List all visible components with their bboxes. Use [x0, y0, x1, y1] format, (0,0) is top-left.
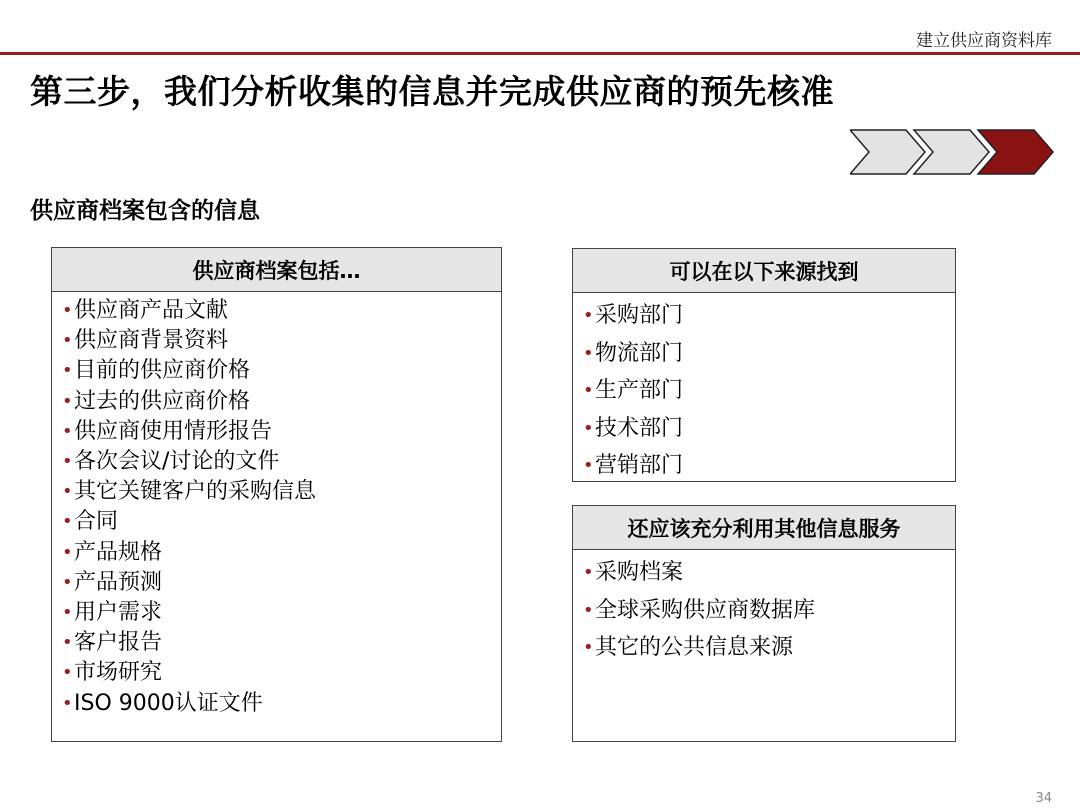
- page-title: 第三步，我们分析收集的信息并完成供应商的预先核准: [30, 72, 834, 111]
- list-item: • 物流部门: [573, 335, 955, 373]
- list-item: • 营销部门: [573, 447, 955, 485]
- page-number: 34: [1035, 791, 1052, 806]
- list-item: • 产品预测: [52, 568, 501, 598]
- list-item: • 产品规格: [52, 538, 501, 568]
- list-item: • 技术部门: [573, 410, 955, 448]
- supplier-file-heading: 供应商档案包括…: [52, 248, 501, 292]
- list-item: • 各次会议/讨论的文件: [52, 447, 501, 477]
- list-item: • 过去的供应商价格: [52, 387, 501, 417]
- list-item: • 采购档案: [573, 554, 955, 592]
- list-item: • 供应商背景资料: [52, 326, 501, 356]
- info-services-box: [572, 505, 956, 742]
- supplier-file-list: [52, 292, 501, 719]
- list-item: • 用户需求: [52, 598, 501, 628]
- header-label: 建立供应商资料库: [916, 31, 1052, 51]
- list-item: • 生产部门: [573, 372, 955, 410]
- list-item: • 其它关键客户的采购信息: [52, 477, 501, 507]
- section-title: 供应商档案包含的信息: [30, 198, 260, 224]
- supplier-file-box: [51, 247, 502, 742]
- list-item: • 市场研究: [52, 658, 501, 688]
- sources-list: [573, 293, 955, 485]
- top-rule: [0, 52, 1080, 55]
- chevron-step-1: [850, 130, 925, 174]
- sources-box: [572, 248, 956, 482]
- list-item: • 全球采购供应商数据库: [573, 592, 955, 630]
- list-item: • 采购部门: [573, 297, 955, 335]
- list-item: • 合同: [52, 507, 501, 537]
- info-services-heading: 还应该充分利用其他信息服务: [573, 506, 955, 550]
- list-item: • 供应商使用情形报告: [52, 417, 501, 447]
- list-item: • 供应商产品文献: [52, 296, 501, 326]
- info-services-list: [573, 550, 955, 667]
- list-item: • 其它的公共信息来源: [573, 629, 955, 667]
- progress-chevrons: [850, 128, 1054, 176]
- sources-heading: 可以在以下来源找到: [573, 249, 955, 293]
- list-item: • ISO 9000认证文件: [52, 689, 501, 719]
- list-item: • 目前的供应商价格: [52, 356, 501, 386]
- list-item: • 客户报告: [52, 628, 501, 658]
